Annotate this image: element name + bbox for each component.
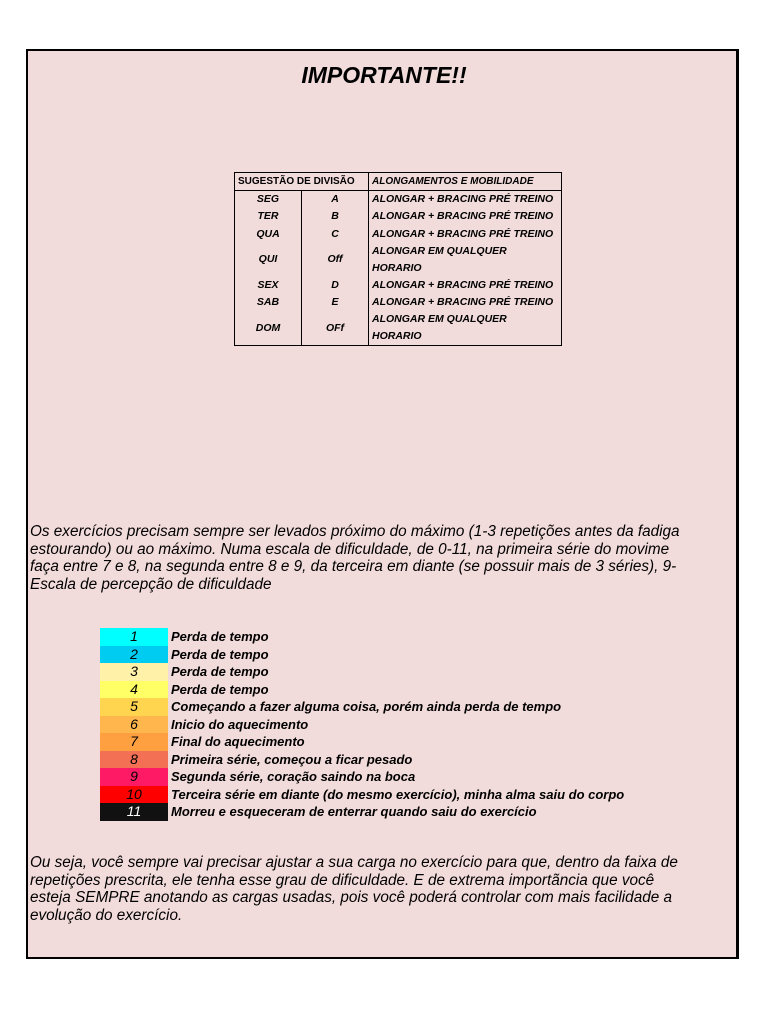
scale-level: 11 — [100, 803, 168, 821]
table-row — [235, 226, 562, 243]
scale-level: 6 — [100, 716, 168, 734]
day-cell: SAB — [235, 294, 302, 311]
intro-line: faça entre 7 e 8, na segunda entre 8 e 9, da terceira em diante (se possuir mais de 3 séries), 9- — [30, 558, 677, 575]
day-cell: DOM — [235, 311, 302, 346]
scale-description: Final do aquecimento — [171, 734, 305, 749]
scale-level: 4 — [100, 681, 168, 699]
day-cell: SEG — [235, 191, 302, 209]
scale-description: Segunda série, coração saindo na boca — [171, 769, 416, 784]
table-row — [235, 311, 562, 346]
workout-cell: C — [302, 226, 369, 243]
table-row — [235, 243, 562, 277]
scale-description: Perda de tempo — [171, 629, 269, 644]
scale-row — [100, 646, 624, 664]
scale-row — [100, 628, 624, 646]
scale-level: 5 — [100, 698, 168, 716]
day-cell: QUA — [235, 226, 302, 243]
division-table-header — [235, 173, 562, 191]
outro-line: evolução do exercício. — [30, 906, 183, 924]
stretch-cell: ALONGAR + BRACING PRÉ TREINO — [369, 294, 562, 311]
scale-row — [100, 681, 624, 699]
day-cell: TER — [235, 208, 302, 225]
outro-line: repetições prescrita, ele tenha esse grau de dificuldade. E de extrema importãncia que você — [30, 871, 655, 889]
page-title: IMPORTANTE!! — [301, 62, 467, 88]
scale-row — [100, 786, 624, 804]
difficulty-scale — [100, 628, 624, 821]
stretch-cell: ALONGAR + BRACING PRÉ TREINO — [369, 191, 562, 209]
workout-cell: D — [302, 277, 369, 294]
scale-level: 2 — [100, 646, 168, 664]
stretch-cell: ALONGAR + BRACING PRÉ TREINO — [369, 208, 562, 225]
day-cell: QUI — [235, 243, 302, 277]
table-row — [235, 191, 562, 209]
stretch-cell: ALONGAR + BRACING PRÉ TREINO — [369, 226, 562, 243]
workout-cell: B — [302, 208, 369, 225]
scale-row — [100, 803, 624, 821]
scale-description: Perda de tempo — [171, 681, 269, 697]
stretch-cell: ALONGAR EM QUALQUER HORARIO — [369, 243, 562, 277]
scale-level: 7 — [100, 733, 168, 751]
workout-cell: A — [302, 191, 369, 209]
table-row — [235, 208, 562, 225]
scale-description: Perda de tempo — [171, 646, 269, 662]
header-division: SUGESTÃO DE DIVISÃO — [235, 173, 369, 191]
scale-row — [100, 751, 624, 769]
scale-description: Inicio do aquecimento — [171, 716, 309, 732]
workout-cell: OFf — [302, 311, 369, 346]
intro-line: Escala de percepção de dificuldade — [30, 575, 272, 593]
scale-level: 3 — [100, 663, 168, 681]
intro-line: Os exercícios precisam sempre ser levados próximo do máximo (1-3 repetições antes da fadiga — [30, 523, 680, 540]
division-table — [234, 172, 562, 346]
stretch-cell: ALONGAR + BRACING PRÉ TREINO — [369, 277, 562, 294]
outro-paragraph — [30, 854, 768, 924]
scale-description: Perda de tempo — [171, 664, 269, 679]
scale-row — [100, 663, 624, 681]
scale-row — [100, 733, 624, 751]
intro-paragraph — [30, 523, 768, 593]
scale-description: Começando a fazer alguma coisa, porém ainda perda de tempo — [171, 699, 562, 714]
scale-level: 8 — [100, 751, 168, 769]
scale-description: Morreu e esqueceram de enterrar quando saiu do exercício — [171, 804, 537, 819]
table-row — [235, 277, 562, 294]
intro-line: estourando) ou ao máximo. Numa escala de dificuldade, de 0-11, na primeira série do movime — [30, 540, 670, 558]
day-cell: SEX — [235, 277, 302, 294]
scale-row — [100, 768, 624, 786]
scale-row — [100, 716, 624, 734]
outro-line: esteja SEMPRE anotando as cargas usadas, pois você poderá controlar com mais facilidade a — [30, 889, 672, 906]
scale-description: Terceira série em diante (do mesmo exercício), minha alma saiu do corpo — [171, 786, 625, 802]
scale-level: 1 — [100, 628, 168, 646]
workout-cell: E — [302, 294, 369, 311]
header-stretch: ALONGAMENTOS E MOBILIDADE — [369, 173, 562, 191]
table-row — [235, 294, 562, 311]
scale-level: 9 — [100, 768, 168, 786]
scale-row — [100, 698, 624, 716]
scale-level: 10 — [100, 786, 168, 804]
outro-line: Ou seja, você sempre vai precisar ajustar a sua carga no exercício para que, dentro da faixa de — [30, 854, 678, 871]
stretch-cell: ALONGAR EM QUALQUER HORARIO — [369, 311, 562, 346]
workout-cell: Off — [302, 243, 369, 277]
scale-description: Primeira série, começou a ficar pesado — [171, 751, 413, 767]
